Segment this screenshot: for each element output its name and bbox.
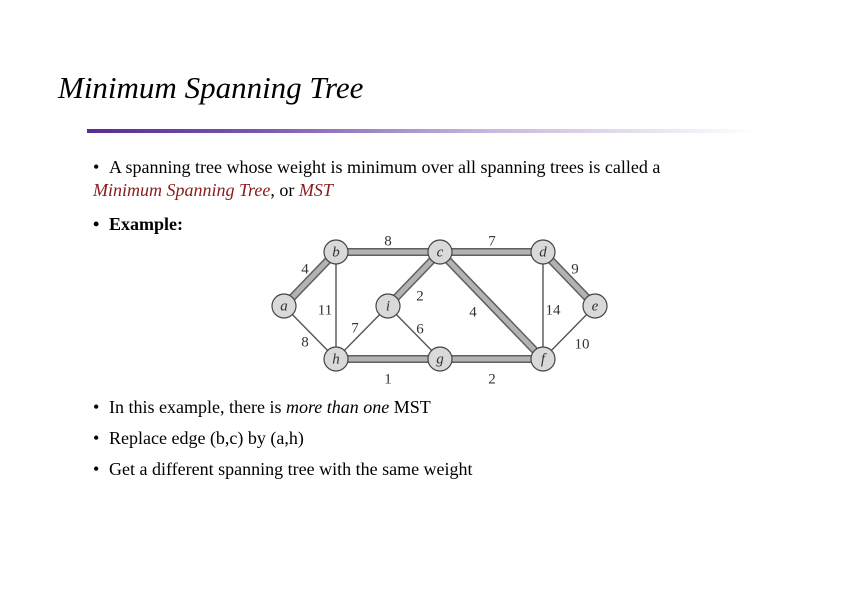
edge-weight-g-i: 6 xyxy=(416,321,424,338)
bullet-marker: • xyxy=(93,428,100,448)
edge-weight-a-h: 8 xyxy=(301,334,309,351)
bullet-marker: • xyxy=(93,214,100,234)
edge-weight-b-h: 11 xyxy=(317,302,333,319)
edge-weight-b-c: 8 xyxy=(384,233,392,250)
bullet-more-than-one xyxy=(93,396,431,418)
edge-c-f xyxy=(440,252,543,359)
term-mst: MST xyxy=(298,180,333,200)
node-label-a: a xyxy=(280,298,288,315)
bullet-marker: • xyxy=(93,157,100,177)
node-g xyxy=(428,347,452,371)
edge-weight-h-i: 7 xyxy=(351,320,359,337)
node-d xyxy=(531,240,555,264)
bullet-definition xyxy=(93,156,660,178)
node-b xyxy=(324,240,348,264)
node-e xyxy=(583,294,607,318)
bullet-example xyxy=(93,213,183,235)
example-label: Example: xyxy=(109,214,183,234)
node-f xyxy=(531,347,555,371)
definition-text: A spanning tree whose weight is minimum over all spanning trees is called a xyxy=(109,157,661,177)
node-label-d: d xyxy=(539,244,547,261)
definition-connector: , or xyxy=(270,180,299,200)
more-than-one-prefix: In this example, there is xyxy=(109,397,286,417)
more-than-one-emphasis: more than one xyxy=(285,397,390,417)
node-label-b: b xyxy=(332,244,340,261)
edge-weight-c-d: 7 xyxy=(488,233,496,250)
title-divider xyxy=(87,129,757,133)
node-label-g: g xyxy=(436,351,444,368)
node-a xyxy=(272,294,296,318)
more-than-one-suffix: MST xyxy=(389,397,431,417)
node-label-f: f xyxy=(540,351,546,368)
bullet-marker: • xyxy=(93,459,100,479)
node-label-h: h xyxy=(332,351,340,368)
node-label-c: c xyxy=(436,244,444,261)
example-graph xyxy=(262,222,622,384)
edge-weight-e-f: 10 xyxy=(574,336,590,353)
edge-weight-g-h: 1 xyxy=(384,371,392,384)
node-label-i: i xyxy=(385,298,391,315)
node-c xyxy=(428,240,452,264)
bullet-definition-continued xyxy=(93,179,333,201)
slide-title: Minimum Spanning Tree xyxy=(58,70,364,105)
term-minimum-spanning-tree: Minimum Spanning Tree xyxy=(93,180,271,200)
edge-weight-c-f: 4 xyxy=(469,304,477,321)
node-h xyxy=(324,347,348,371)
node-i xyxy=(376,294,400,318)
bullet-different-tree xyxy=(93,458,473,480)
edge-weight-d-f: 14 xyxy=(545,302,561,319)
bullet-marker: • xyxy=(93,397,100,417)
edge-weight-f-g: 2 xyxy=(488,371,496,384)
bullet-replace-edge xyxy=(93,427,304,449)
node-label-e: e xyxy=(591,298,599,315)
edge-weight-d-e: 9 xyxy=(571,261,579,278)
replace-edge-text: Replace edge (b,c) by (a,h) xyxy=(109,428,304,448)
different-tree-text: Get a different spanning tree with the same weight xyxy=(109,459,473,479)
edge-weight-a-b: 4 xyxy=(301,261,309,278)
edge-weight-c-i: 2 xyxy=(416,288,424,305)
